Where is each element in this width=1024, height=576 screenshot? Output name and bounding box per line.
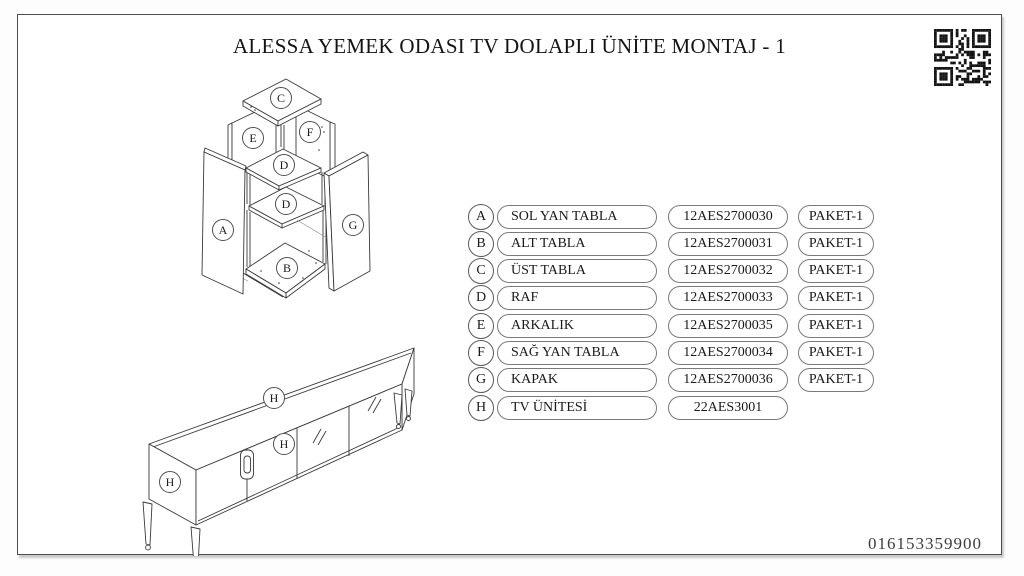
part-code-pill: 12AES2700032 [668, 259, 788, 283]
part-code-pill: 12AES2700035 [668, 314, 788, 338]
part-label-letter: H [165, 475, 175, 489]
part-letter-badge: E [468, 313, 494, 339]
part-package-pill: PAKET-1 [798, 314, 874, 338]
page-title: ALESSA YEMEK ODASI TV DOLAPLI ÜNİTE MONTAJ - 1 [232, 34, 787, 58]
serial-number: 016153359900 [868, 534, 982, 553]
part-label-letter: H [279, 437, 289, 451]
part-name-pill: ÜST TABLA [497, 259, 657, 283]
parts-table-row [468, 312, 878, 339]
part-code-pill: 22AES3001 [668, 396, 788, 420]
parts-table-row [468, 285, 878, 312]
part-letter-badge: A [468, 204, 494, 230]
part-code-pill: 12AES2700036 [668, 368, 788, 392]
part-letter-badge: B [468, 231, 494, 257]
part-name-pill: ARKALIK [497, 314, 657, 338]
part-name-pill: KAPAK [497, 368, 657, 392]
parts-table [468, 203, 878, 421]
part-name-pill: TV ÜNİTESİ [497, 396, 657, 420]
part-label-letter: D [281, 197, 291, 211]
part-package-pill: PAKET-1 [798, 286, 874, 310]
part-package-pill: PAKET-1 [798, 205, 874, 229]
part-label-letter: A [218, 223, 228, 237]
parts-table-row [468, 258, 878, 285]
part-name-pill: SAĞ YAN TABLA [497, 341, 657, 365]
parts-table-row [468, 394, 878, 421]
part-code-pill: 12AES2700033 [668, 286, 788, 310]
parts-table-row [468, 339, 878, 366]
part-letter-badge: C [468, 258, 494, 284]
instruction-sheet-page [17, 14, 1002, 555]
part-package-pill: PAKET-1 [798, 368, 874, 392]
part-label-letter: D [279, 158, 289, 172]
part-name-pill: SOL YAN TABLA [497, 205, 657, 229]
part-package-pill: PAKET-1 [798, 259, 874, 283]
part-code-pill: 12AES2700031 [668, 232, 788, 256]
parts-table-row [468, 230, 878, 257]
part-code-pill: 12AES2700030 [668, 205, 788, 229]
part-letter-badge: F [468, 340, 494, 366]
part-name-pill: ALT TABLA [497, 232, 657, 256]
part-name-pill: RAF [497, 286, 657, 310]
part-letter-badge: H [468, 395, 494, 421]
part-letter-badge: D [468, 285, 494, 311]
part-letter-badge: G [468, 367, 494, 393]
part-code-pill: 12AES2700034 [668, 341, 788, 365]
part-package-pill: PAKET-1 [798, 232, 874, 256]
part-label-letter: F [306, 125, 314, 139]
part-label-letter: C [276, 91, 286, 105]
parts-table-row [468, 367, 878, 394]
part-label-letter: G [348, 218, 358, 232]
part-label-letter: B [282, 261, 292, 275]
part-label-letter: E [249, 131, 257, 145]
parts-table-row [468, 203, 878, 230]
part-label-letter: H [269, 391, 279, 405]
part-package-pill: PAKET-1 [798, 341, 874, 365]
